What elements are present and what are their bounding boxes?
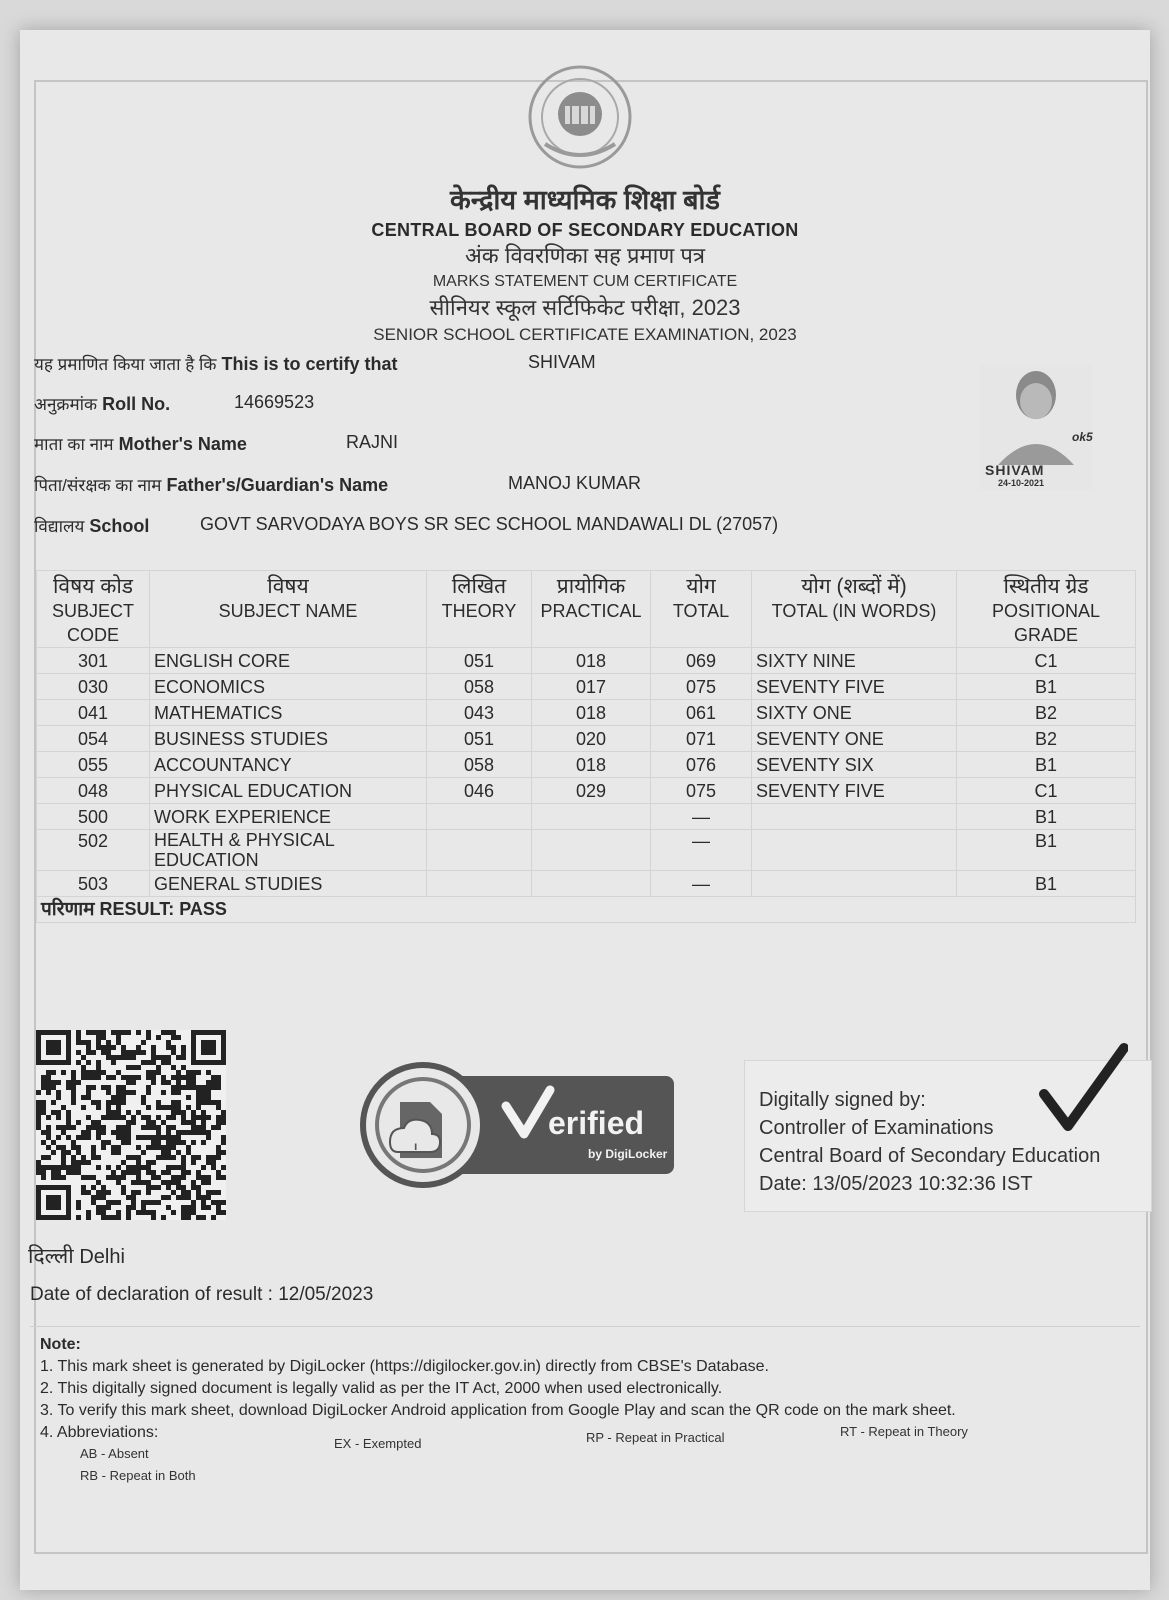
practical-marks: 018 [532, 648, 651, 674]
header-practical-hindi: प्रायोगिक [556, 575, 626, 598]
subject-name: ECONOMICS [150, 674, 427, 700]
school-label-hindi: विद्यालय [34, 517, 85, 536]
mother-label-english: Mother's Name [118, 434, 247, 454]
board-name-hindi: केन्द्रीय माध्यमिक शिक्षा बोर्ड [450, 185, 720, 215]
photo-signature: ok5 [1072, 430, 1093, 444]
subject-code: 054 [37, 726, 150, 752]
result-label-hindi: परिणाम [41, 899, 95, 920]
school-label-english: School [89, 516, 150, 536]
practical-marks [532, 871, 651, 897]
subject-code: 502 [37, 830, 150, 871]
checkmark-icon [1038, 1042, 1128, 1142]
positional-grade: C1 [957, 648, 1136, 674]
abbr-repeat-practical: RP - Repeat in Practical [586, 1430, 725, 1445]
qr-code-icon [36, 1030, 226, 1220]
theory-marks: 058 [427, 674, 532, 700]
digilocker-label: by DigiLocker [588, 1147, 668, 1161]
header-total-words [752, 571, 957, 648]
subject-code: 500 [37, 804, 150, 830]
total-in-words [752, 830, 957, 871]
theory-marks: 043 [427, 700, 532, 726]
result-row [37, 897, 1136, 923]
header-theory [427, 571, 532, 648]
abbr-repeat-theory: RT - Repeat in Theory [840, 1424, 968, 1439]
subject-name: BUSINESS STUDIES [150, 726, 427, 752]
positional-grade: B1 [957, 804, 1136, 830]
total-in-words [752, 871, 957, 897]
declaration-label: Date of declaration of result : [30, 1284, 273, 1305]
header-code-english: SUBJECT CODE [51, 601, 134, 645]
subject-name: WORK EXPERIENCE [150, 804, 427, 830]
exam-title-english: SENIOR SCHOOL CERTIFICATE EXAMINATION, 2023 [373, 325, 797, 344]
total-in-words: SIXTY ONE [752, 700, 957, 726]
father-label-english: Father's/Guardian's Name [166, 475, 389, 495]
declaration-date: 12/05/2023 [278, 1284, 374, 1305]
abbr-exempted: EX - Exempted [334, 1436, 422, 1451]
statement-title-hindi: अंक विवरणिका सह प्रमाण पत्र [465, 243, 705, 268]
note-item: 1. This mark sheet is generated by DigiLocker (https://digilocker.gov.in) directly from CBSE's Database. [40, 1358, 769, 1375]
positional-grade: B1 [957, 871, 1136, 897]
signature-date: Date: 13/05/2023 10:32:36 IST [759, 1173, 1033, 1195]
header-grade-hindi: स्थितीय ग्रेड [1003, 575, 1089, 598]
mother-line [34, 432, 399, 455]
theory-marks: 046 [427, 778, 532, 804]
statement-title-english: MARKS STATEMENT CUM CERTIFICATE [432, 273, 738, 290]
place-of-issue [28, 1242, 125, 1270]
header-code-hindi: विषय कोड [52, 575, 134, 598]
subject-code: 503 [37, 871, 150, 897]
svg-text:ı: ı [414, 1139, 418, 1153]
subject-name: PHYSICAL EDUCATION [150, 778, 427, 804]
roll-label-hindi: अनुक्रमांक [34, 395, 98, 414]
positional-grade: B1 [957, 674, 1136, 700]
subject-code: 030 [37, 674, 150, 700]
positional-grade: B1 [957, 830, 1136, 871]
practical-marks [532, 830, 651, 871]
header-subject-name [150, 571, 427, 648]
header-theory-english: THEORY [441, 601, 517, 621]
table-row [37, 700, 1136, 726]
total-marks: 075 [651, 674, 752, 700]
positional-grade: B2 [957, 700, 1136, 726]
subject-name [150, 830, 427, 871]
total-in-words: SEVENTY FIVE [752, 674, 957, 700]
subject-name: ACCOUNTANCY [150, 752, 427, 778]
place-hindi: दिल्ली [28, 1245, 74, 1268]
roll-label-english: Roll No. [102, 394, 171, 414]
total-marks: 076 [651, 752, 752, 778]
table-row [37, 830, 1136, 871]
theory-marks: 058 [427, 752, 532, 778]
abbr-repeat-both: RB - Repeat in Both [80, 1468, 196, 1483]
total-in-words: SEVENTY ONE [752, 726, 957, 752]
subject-name: MATHEMATICS [150, 700, 427, 726]
table-row [37, 778, 1136, 804]
total-marks: 069 [651, 648, 752, 674]
certify-line [34, 352, 596, 375]
theory-marks: 051 [427, 648, 532, 674]
theory-marks [427, 830, 532, 871]
abbr-absent: AB - Absent [80, 1446, 149, 1461]
exam-title-hindi: सीनियर स्कूल सर्टिफिकेट परीक्षा, 2023 [429, 295, 741, 320]
signer-title: Controller of Examinations [759, 1117, 994, 1139]
certify-label-hindi: यह प्रमाणित किया जाता है कि [34, 355, 217, 374]
table-row [37, 752, 1136, 778]
practical-marks: 029 [532, 778, 651, 804]
place-english: Delhi [79, 1246, 125, 1268]
total-marks: 075 [651, 778, 752, 804]
subject-name-text: HEALTH & PHYSICAL EDUCATION [154, 830, 335, 870]
roll-line [34, 392, 315, 415]
table-row [37, 726, 1136, 752]
header-subject-code [37, 571, 150, 648]
header-practical-english: PRACTICAL [540, 601, 642, 621]
total-in-words [752, 804, 957, 830]
candidate-name: SHIVAM [528, 352, 596, 372]
total-in-words: SEVENTY FIVE [752, 778, 957, 804]
declaration-line [30, 1284, 373, 1306]
header-total-hindi: योग [686, 575, 716, 598]
header-words-english: TOTAL (IN WORDS) [771, 601, 937, 621]
school-name: GOVT SARVODAYA BOYS SR SEC SCHOOL MANDAWALI DL (27057) [200, 514, 779, 534]
cbse-emblem-icon [525, 62, 635, 172]
positional-grade: B2 [957, 726, 1136, 752]
practical-marks: 020 [532, 726, 651, 752]
roll-number: 14669523 [234, 392, 315, 412]
certify-label-english: This is to certify that [221, 354, 398, 374]
marks-table [36, 570, 1136, 923]
total-marks: — [651, 871, 752, 897]
header-total [651, 571, 752, 648]
note-item: 4. Abbreviations: [40, 1424, 159, 1441]
total-marks: 071 [651, 726, 752, 752]
practical-marks: 018 [532, 752, 651, 778]
table-header-row [37, 571, 1136, 648]
header-name-english: SUBJECT NAME [218, 601, 358, 621]
note-item: 3. To verify this mark sheet, download DigiLocker Android application from Google Play and scan the QR code on the mark sheet. [40, 1402, 956, 1419]
signed-by-label: Digitally signed by: [759, 1089, 926, 1111]
theory-marks [427, 871, 532, 897]
positional-grade: B1 [957, 752, 1136, 778]
practical-marks: 018 [532, 700, 651, 726]
father-line [34, 473, 642, 496]
verified-word: erified [548, 1105, 645, 1141]
subject-code: 055 [37, 752, 150, 778]
marksheet-page [20, 30, 1150, 1590]
school-line [34, 514, 779, 537]
subject-name: ENGLISH CORE [150, 648, 427, 674]
total-marks: — [651, 804, 752, 830]
positional-grade: C1 [957, 778, 1136, 804]
total-marks: — [651, 830, 752, 871]
verified-digilocker-icon [360, 1062, 678, 1188]
header-grade [957, 571, 1136, 648]
result-status: RESULT: PASS [99, 899, 227, 919]
total-in-words: SIXTY NINE [752, 648, 957, 674]
header-name-hindi: विषय [267, 575, 309, 598]
theory-marks [427, 804, 532, 830]
result-cell [37, 897, 1136, 923]
table-row [37, 871, 1136, 897]
notes-section [40, 1334, 956, 1444]
table-row [37, 804, 1136, 830]
table-row [37, 648, 1136, 674]
mother-name: RAJNI [346, 432, 399, 452]
header-practical [532, 571, 651, 648]
total-marks: 061 [651, 700, 752, 726]
subject-code: 041 [37, 700, 150, 726]
mother-label-hindi: माता का नाम [34, 435, 114, 454]
subject-name: GENERAL STUDIES [150, 871, 427, 897]
theory-marks: 051 [427, 726, 532, 752]
header-words-hindi: योग (शब्दों में) [801, 575, 907, 598]
signer-organisation: Central Board of Secondary Education [759, 1145, 1101, 1167]
total-in-words: SEVENTY SIX [752, 752, 957, 778]
subject-code: 048 [37, 778, 150, 804]
notes-title: Note: [40, 1336, 81, 1353]
header-theory-hindi: लिखित [451, 575, 507, 598]
divider [30, 1326, 1140, 1327]
father-name: MANOJ KUMAR [508, 473, 642, 493]
header-total-english: TOTAL [672, 601, 730, 621]
photo-date-stamp: 24-10-2021 [998, 478, 1045, 488]
practical-marks [532, 804, 651, 830]
header-grade-english: POSITIONAL GRADE [991, 601, 1101, 645]
father-label-hindi: पिता/संरक्षक का नाम [34, 476, 162, 495]
subject-code: 301 [37, 648, 150, 674]
photo-name-stamp: SHIVAM [985, 462, 1045, 478]
board-name-english: CENTRAL BOARD OF SECONDARY EDUCATION [371, 220, 799, 240]
table-row [37, 674, 1136, 700]
note-item: 2. This digitally signed document is legally valid as per the IT Act, 2000 when used electronically. [40, 1380, 723, 1397]
practical-marks: 017 [532, 674, 651, 700]
